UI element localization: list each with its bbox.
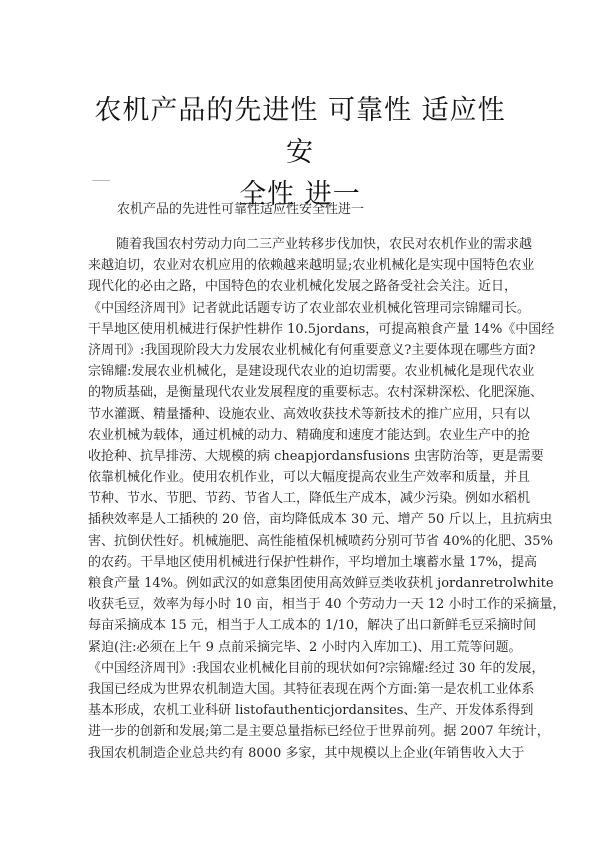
title-line-2: 全性 进一 — [239, 179, 361, 211]
page-title — [90, 90, 510, 216]
subtitle: 农机产品的先进性可靠性适应性安全性进一 — [117, 202, 365, 217]
text-line: 害、抗倒伏性好。机械施肥、高性能植保机械喷药分别可节省 40%的化肥、35% — [88, 533, 553, 549]
text-line: 基本形成，农机工业科研 listofauthenticjordansites、生产、开发体系得到 — [88, 703, 534, 719]
text-line: 济周刊》:我国现阶段大力发展农业机械化有何重要意义?主要体现在哪些方面? — [88, 342, 536, 358]
text-line: 进一步的创新和发展;第二是主要总量指标已经位于世界前列。据 2007 年统计， — [88, 724, 550, 740]
text-line: 收获毛豆，效率为每小时 10 亩，相当于 40 个劳动力一天 12 小时工作的采摘量， — [88, 597, 566, 613]
text-line: 的物质基础，是衡量现代农业发展程度的重要标志。农村深耕深松、化肥深施、 — [88, 385, 544, 401]
text-line: 每亩采摘成本 15 元，相当于人工成本的 1/10，解决了出口新鲜毛豆采摘时间 — [88, 618, 537, 634]
text-line: 《中国经济周刊》记者就此话题专访了农业部农业机械化管理司宗锦耀司长。 — [88, 300, 531, 316]
text-line: 《中国经济周刊》:我国农业机械化目前的现状如何?宗锦耀:经过 30 年的发展， — [88, 660, 545, 676]
text-line: 依靠机械化作业。使用农机作业，可以大幅度提高农业生产效率和质量，并且 — [88, 470, 531, 486]
text-line: 的农药。干旱地区使用机械进行保护性耕作，平均增加土壤蓄水量 17%，提高 — [88, 554, 538, 570]
text-line: 我国农机制造企业总共约有 8000 多家，其中规模以上企业(年销售收入大于 — [88, 745, 525, 761]
text-line: 来越迫切，农业对农机应用的依赖越来越明显;农业机械化是实现中国特色农业 — [88, 258, 535, 274]
text-line: 现代化的必由之路，中国特色的农业机械化发展之路备受社会关注。近日， — [88, 279, 518, 295]
text-line: 农业机械为载体，通过机械的动力、精确度和速度才能达到。农业生产中的抢 — [88, 427, 531, 443]
text-line: 干旱地区使用机械进行保护性耕作 10.5jordans，可提高粮食产量 14%《中国经 — [88, 321, 555, 337]
text-line: 我国已经成为世界农机制造大国。其特征表现在两个方面:第一是农机工业体系 — [88, 681, 535, 697]
text-line: 宗锦耀:发展农业机械化，是建设现代农业的迫切需要。农业机械化是现代农业 — [88, 364, 535, 380]
text-line: 收抢种、抗旱排涝、大规模的病 cheapjordansfusions 虫害防治等，更是需要 — [88, 448, 544, 464]
text-line: 插秧效率是人工插秧的 20 倍，亩均降低成本 30 元、增产 50 斤以上，且抗病虫 — [88, 512, 553, 528]
title-line-1: 农机产品的先进性 可靠性 适应性 安 — [94, 95, 506, 169]
text-line: 节种、节水、节肥、节药、节省人工，降低生产成本，减少污染。例如水稻机 — [88, 491, 531, 507]
body-text — [88, 234, 566, 764]
text-line: 节水灌溉、精量播种、设施农业、高效收获技术等新技术的推广应用，只有以 — [88, 406, 531, 422]
text-line: 紧迫(注:必须在上午 9 点前采摘完毕、2 小时内入库加工)、用工荒等问题。 — [88, 639, 522, 655]
text-line: 随着我国农村劳动力向二三产业转移步伐加快，农民对农机作业的需求越 — [116, 237, 533, 252]
divider — [92, 180, 110, 181]
text-line: 粮食产量 14%。例如武汉的如意集团使用高效鲜豆类收获机 jordanretrolwhite — [88, 576, 554, 591]
